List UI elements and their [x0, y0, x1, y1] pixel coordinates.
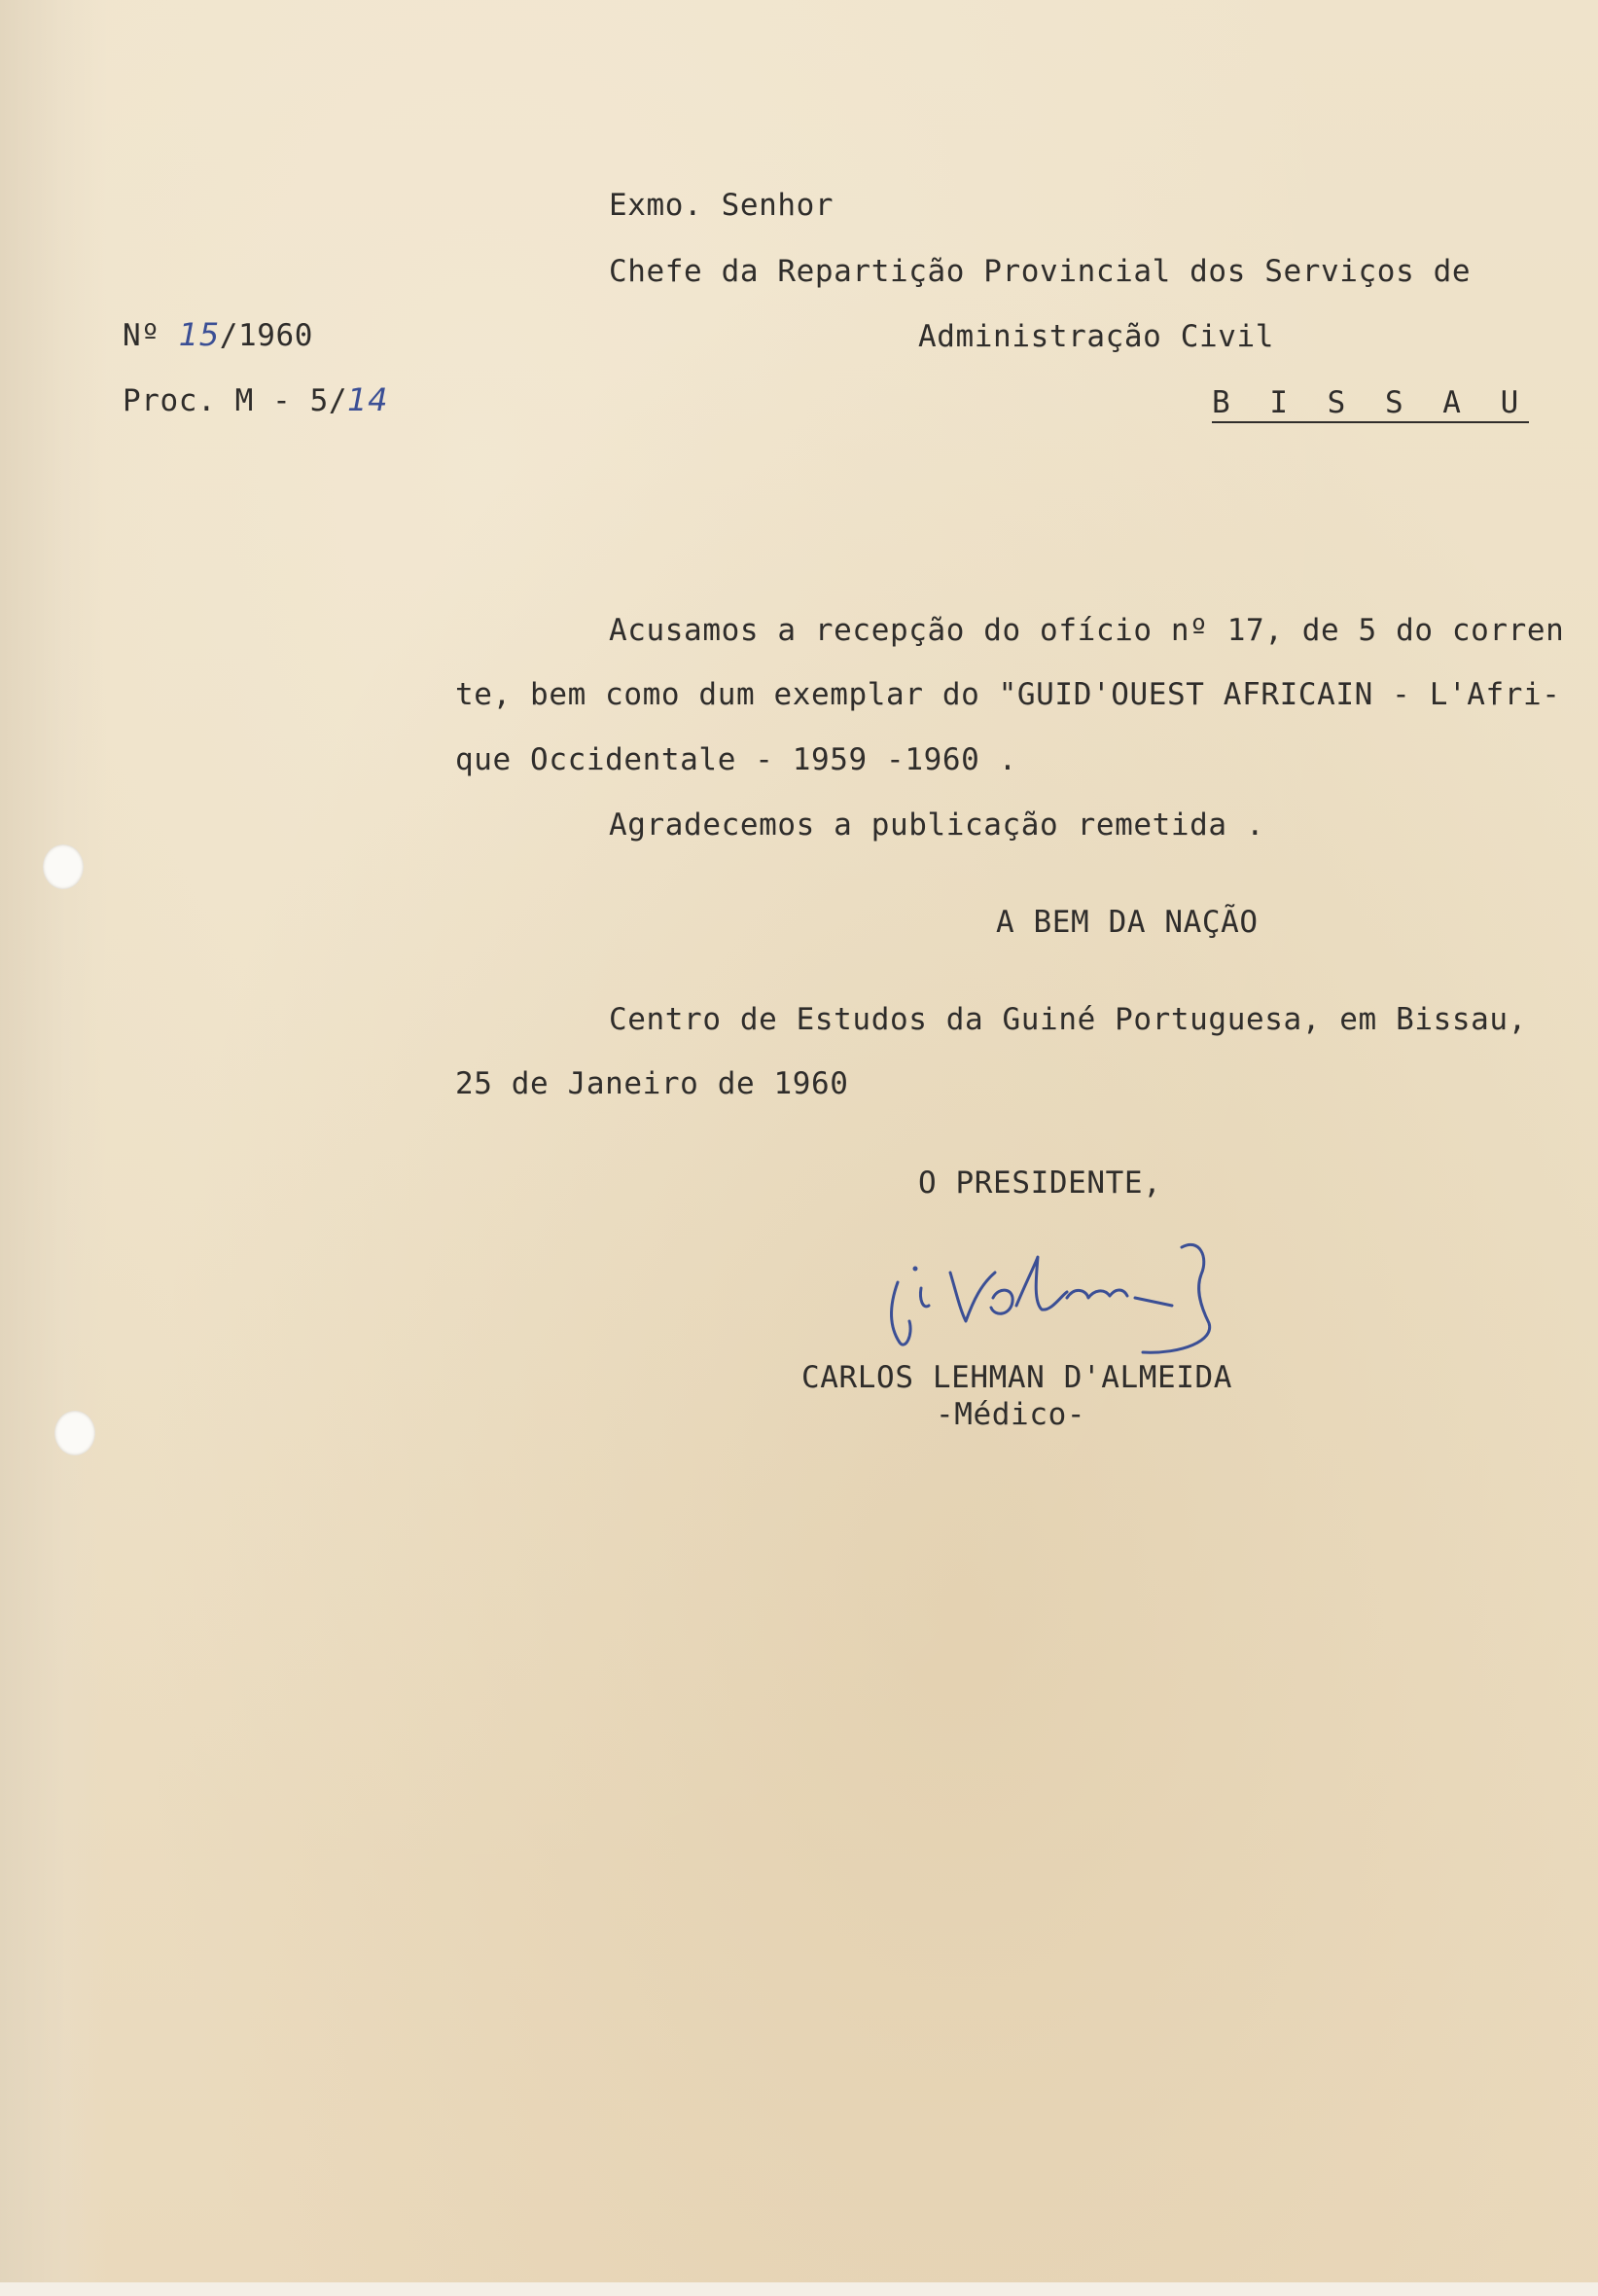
punch-hole-bottom: [54, 1411, 95, 1455]
recipient-city: [1212, 383, 1529, 422]
scan-bottom-edge: [0, 2282, 1598, 2296]
place-line: Centro de Estudos da Guiné Portuguesa, em Bissau,: [609, 1002, 1527, 1037]
signatory-title: -Médico-: [936, 1397, 1086, 1432]
ref-number-handwritten: 15: [178, 316, 220, 353]
ref-number-label: Nº: [123, 318, 160, 353]
paper-edge-shading: [0, 0, 107, 2296]
signatory-name: CARLOS LEHMAN D'ALMEIDA: [801, 1360, 1233, 1395]
body-line-2: te, bem como dum exemplar do "GUID'OUEST AFRICAIN - L'Afri-: [455, 677, 1561, 712]
recipient-line-1: Chefe da Repartição Provincial dos Serviços de: [609, 254, 1472, 289]
date-line: 25 de Janeiro de 1960: [455, 1066, 849, 1101]
body-line-1: Acusamos a recepção do ofício nº 17, de 5 do corren: [609, 613, 1565, 648]
reference-number: [123, 315, 313, 355]
motto: A BEM DA NAÇÃO: [996, 905, 1259, 940]
closing: O PRESIDENTE,: [918, 1166, 1162, 1201]
proc-label: Proc. M - 5/: [123, 383, 348, 418]
salutation: Exmo. Senhor: [609, 188, 835, 223]
handwritten-signature: [880, 1228, 1269, 1364]
ref-year: /1960: [219, 318, 314, 353]
process-reference: [123, 380, 388, 420]
punch-hole-top: [43, 844, 84, 889]
recipient-line-2: Administração Civil: [918, 319, 1275, 354]
city-underlined: B I S S A U: [1212, 385, 1529, 423]
body-line-3: que Occidentale - 1959 -1960 .: [455, 742, 1017, 777]
proc-handwritten: 14: [347, 381, 389, 418]
body-line-4: Agradecemos a publicação remetida .: [609, 807, 1265, 843]
